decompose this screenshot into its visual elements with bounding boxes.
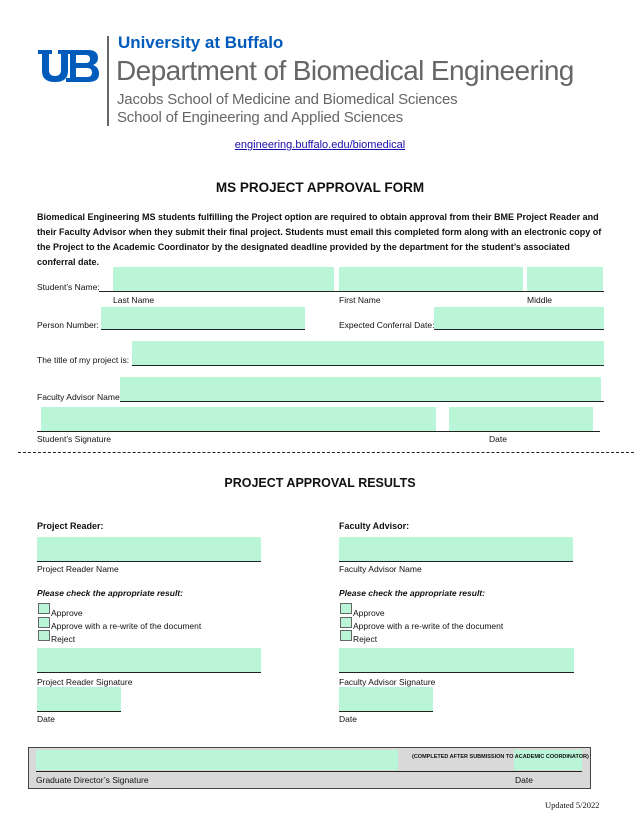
- conferral-date-field[interactable]: [434, 307, 604, 329]
- reader-name-label: Project Reader Name: [37, 564, 119, 574]
- advisor-name-field[interactable]: [339, 537, 573, 561]
- advisor-signature-label: Faculty Advisor Signature: [339, 677, 436, 687]
- student-name-underline: [99, 291, 604, 292]
- person-number-label: Person Number:: [37, 320, 99, 330]
- reader-date-underline: [37, 711, 121, 712]
- logo-divider: [107, 36, 109, 126]
- advisor-date-underline: [339, 711, 433, 712]
- ub-logo: [38, 48, 100, 84]
- advisor-name-label: Faculty Advisor Name: [339, 564, 422, 574]
- advisor-date-field[interactable]: [339, 687, 433, 711]
- university-name: University at Buffalo: [118, 33, 284, 52]
- conferral-date-label: Expected Conferral Date:: [339, 320, 435, 330]
- project-title-underline: [132, 365, 604, 366]
- student-signature-underline: [37, 431, 600, 432]
- advisor-reject-label: Reject: [353, 634, 378, 644]
- person-number-field[interactable]: [101, 307, 305, 329]
- reader-date-label: Date: [37, 714, 55, 724]
- reader-reject-label: Reject: [51, 634, 76, 644]
- student-signature-field[interactable]: [41, 407, 436, 431]
- faculty-advisor-field[interactable]: [120, 377, 601, 401]
- middle-name-label: Middle: [527, 295, 553, 305]
- reader-rewrite-checkbox[interactable]: [38, 617, 50, 628]
- reader-reject-checkbox[interactable]: [38, 630, 50, 641]
- advisor-approve-label: Approve: [353, 608, 385, 618]
- project-title-label: The title of my project is:: [37, 355, 130, 365]
- person-number-underline: [101, 329, 305, 330]
- section-divider: [18, 452, 634, 453]
- first-name-label: First Name: [339, 295, 381, 305]
- director-date-field[interactable]: [514, 750, 582, 770]
- ub-logo-icon: [38, 48, 100, 84]
- reader-signature-label: Project Reader Signature: [37, 677, 133, 687]
- director-note: (COMPLETED AFTER SUBMISSION TO ACADEMIC COORDINATOR): [412, 754, 589, 760]
- first-name-field[interactable]: [339, 267, 523, 291]
- school-engineering: School of Engineering and Applied Sciences: [117, 109, 403, 126]
- director-signature-field[interactable]: [36, 750, 398, 770]
- reader-name-underline: [37, 561, 261, 562]
- project-title-field[interactable]: [132, 341, 604, 365]
- reader-signature-field[interactable]: [37, 648, 261, 672]
- director-underline: [36, 771, 582, 772]
- faculty-advisor-underline: [120, 401, 604, 402]
- advisor-check-prompt: Please check the appropriate result:: [339, 588, 485, 598]
- advisor-name-underline: [339, 561, 573, 562]
- reader-rewrite-label: Approve with a re-write of the document: [51, 621, 202, 631]
- reader-check-prompt: Please check the appropriate result:: [37, 588, 183, 598]
- conferral-date-underline: [434, 329, 604, 330]
- advisor-heading: Faculty Advisor:: [339, 521, 410, 531]
- middle-name-field[interactable]: [527, 267, 603, 291]
- faculty-advisor-label: Faculty Advisor Name: [37, 392, 120, 402]
- advisor-signature-underline: [339, 672, 574, 673]
- student-signature-label: Student’s Signature: [37, 434, 112, 444]
- reader-name-field[interactable]: [37, 537, 261, 561]
- reader-date-field[interactable]: [37, 687, 121, 711]
- results-title: PROJECT APPROVAL RESULTS: [224, 476, 416, 490]
- reader-approve-checkbox[interactable]: [38, 603, 50, 614]
- advisor-approve-checkbox[interactable]: [340, 603, 352, 614]
- advisor-reject-checkbox[interactable]: [340, 630, 352, 641]
- reader-heading: Project Reader:: [37, 521, 104, 531]
- reader-approve-label: Approve: [51, 608, 83, 618]
- advisor-rewrite-label: Approve with a re-write of the document: [353, 621, 504, 631]
- department-name: Department of Biomedical Engineering: [116, 55, 574, 86]
- reader-signature-underline: [37, 672, 261, 673]
- advisor-rewrite-checkbox[interactable]: [340, 617, 352, 628]
- intro-paragraph: Biomedical Engineering MS students fulfilling the Project option are required to obtain approval from their BME Project Reader and their Faculty Advisor when they submit their final project. Students must email this completed form along with an electronic copy of the Project to the Academic Coordinator by the designated deadline provided by the department for the student’s associated conferral date.: [37, 212, 602, 267]
- director-signature-label: Graduate Director’s Signature: [36, 775, 149, 785]
- form-title: MS PROJECT APPROVAL FORM: [215, 180, 425, 195]
- student-date-field[interactable]: [449, 407, 593, 431]
- director-date-label: Date: [515, 775, 533, 785]
- updated-note: Updated 5/2022: [545, 800, 600, 810]
- school-medicine: Jacobs School of Medicine and Biomedical Sciences: [117, 91, 458, 108]
- last-name-label: Last Name: [113, 295, 155, 305]
- student-date-label: Date: [489, 434, 507, 444]
- advisor-signature-field[interactable]: [339, 648, 574, 672]
- student-name-label: Student’s Name:: [37, 282, 100, 292]
- last-name-field[interactable]: [113, 267, 334, 291]
- website-link[interactable]: engineering.buffalo.edu/biomedical: [234, 139, 406, 151]
- advisor-date-label: Date: [339, 714, 357, 724]
